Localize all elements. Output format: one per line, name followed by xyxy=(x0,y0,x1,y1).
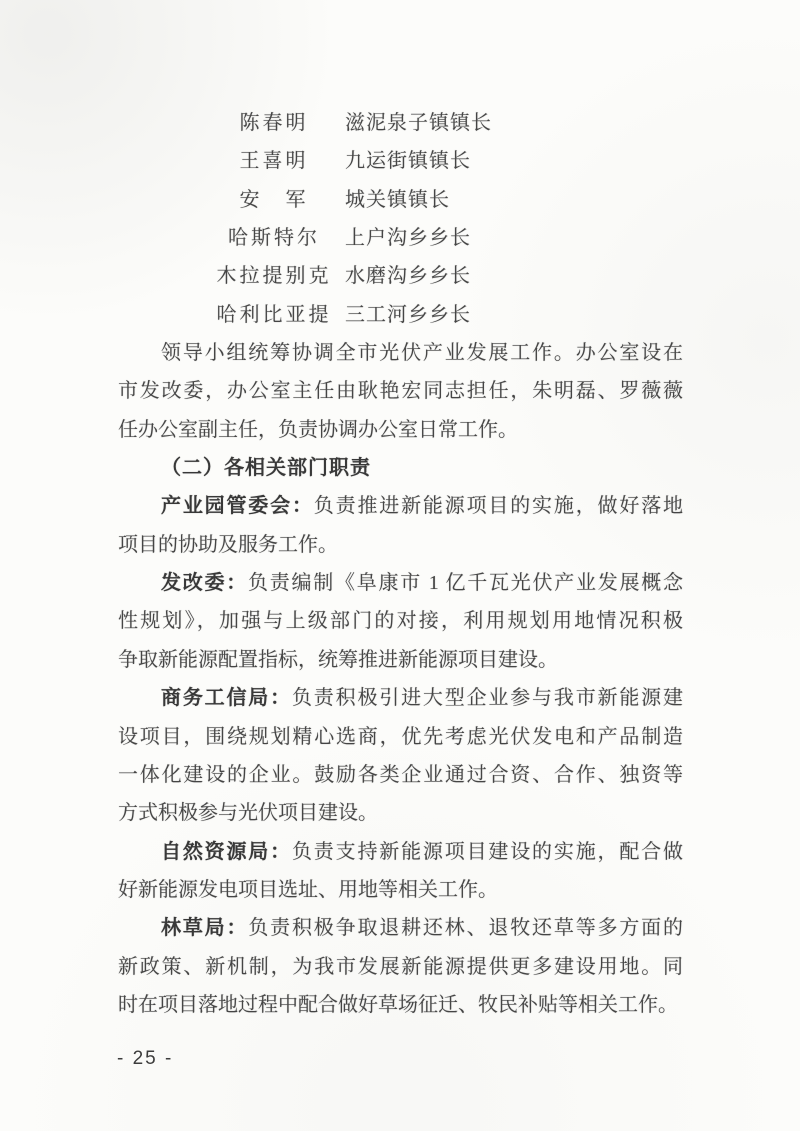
person-name: 安 军 xyxy=(239,188,309,211)
leader-roster xyxy=(118,104,683,334)
person-name: 陈春明 xyxy=(239,112,309,134)
paragraph-line: 产业园管委会：负责推进新能源项目的实施，做好落地 xyxy=(161,495,684,518)
paragraph-line: 方式积极参与光伏项目建设。 xyxy=(118,802,378,825)
dept-name: 发改委： xyxy=(161,572,248,595)
paragraph-line: 林草局：负责积极争取退耕还林、退牧还草等多方面的 xyxy=(161,917,684,940)
roster-row xyxy=(118,296,683,334)
person-name: 木拉提别克 xyxy=(216,265,332,288)
person-title: 城关镇镇长 xyxy=(345,188,450,211)
paragraph-line: 性规划》，加强与上级部门的对接，利用规划用地情况积极 xyxy=(118,610,683,633)
dept-paragraph-fgw xyxy=(118,564,683,679)
roster-row xyxy=(118,219,683,257)
paragraph-line: 争取新能源配置指标，统筹推进新能源项目建设。 xyxy=(118,648,558,671)
person-title: 上户沟乡乡长 xyxy=(345,227,471,250)
person-name: 哈利比亚提 xyxy=(216,303,332,326)
dept-paragraph-commerce xyxy=(118,679,683,832)
roster-row xyxy=(118,181,683,219)
dept-name: 林草局： xyxy=(161,917,249,940)
paragraph-line: 一体化建设的企业。鼓励各类企业通过合资、合作、独资等 xyxy=(118,763,683,786)
dept-paragraph-forestry xyxy=(118,909,683,1024)
paragraph-line: 时在项目落地过程中配合做好草场征迁、牧民补贴等相关工作。 xyxy=(118,993,678,1016)
dept-paragraph-industrial-park xyxy=(118,487,683,564)
roster-row xyxy=(118,257,683,295)
section-heading: （二）各相关部门职责 xyxy=(161,457,371,480)
person-name: 王喜明 xyxy=(239,150,309,173)
dept-paragraph-natural-resources xyxy=(118,833,683,910)
paragraph-line: 项目的协助及服务工作。 xyxy=(118,533,338,556)
paragraph-line: 设项目，围绕规划精心选商，优先考虑光伏发电和产品制造 xyxy=(118,725,683,748)
office-paragraph xyxy=(118,334,683,449)
person-title: 九运街镇镇长 xyxy=(345,150,471,173)
person-title: 滋泥泉子镇镇长 xyxy=(345,112,492,134)
paragraph-line: 领导小组统筹协调全市光伏产业发展工作。办公室设在 xyxy=(161,342,683,365)
dept-name: 商务工信局： xyxy=(161,687,292,710)
paragraph-line: 任办公室副主任，负责协调办公室日常工作。 xyxy=(118,418,518,441)
page-content xyxy=(118,104,683,1024)
paragraph-line: 发改委：负责编制《阜康市 1 亿千瓦光伏产业发展概念 xyxy=(161,572,683,595)
roster-row xyxy=(118,104,683,142)
paragraph-line: 商务工信局：负责积极引进大型企业参与我市新能源建 xyxy=(161,687,684,710)
paragraph-line: 新政策、新机制，为我市发展新能源提供更多建设用地。同 xyxy=(118,955,683,978)
dept-name: 产业园管委会： xyxy=(161,495,314,518)
person-title: 三工河乡乡长 xyxy=(345,303,471,326)
paragraph-line: 好新能源发电项目选址、用地等相关工作。 xyxy=(118,878,498,901)
paragraph-line: 市发改委，办公室主任由耿艳宏同志担任，朱明磊、罗薇薇 xyxy=(118,380,683,403)
person-title: 水磨沟乡乡长 xyxy=(345,265,471,288)
dept-name: 自然资源局： xyxy=(161,840,292,863)
person-name: 哈斯特尔 xyxy=(228,227,320,250)
page-number: - 25 - xyxy=(117,1048,174,1069)
roster-row xyxy=(118,142,683,180)
paragraph-line: 自然资源局：负责支持新能源项目建设的实施，配合做 xyxy=(161,840,684,863)
